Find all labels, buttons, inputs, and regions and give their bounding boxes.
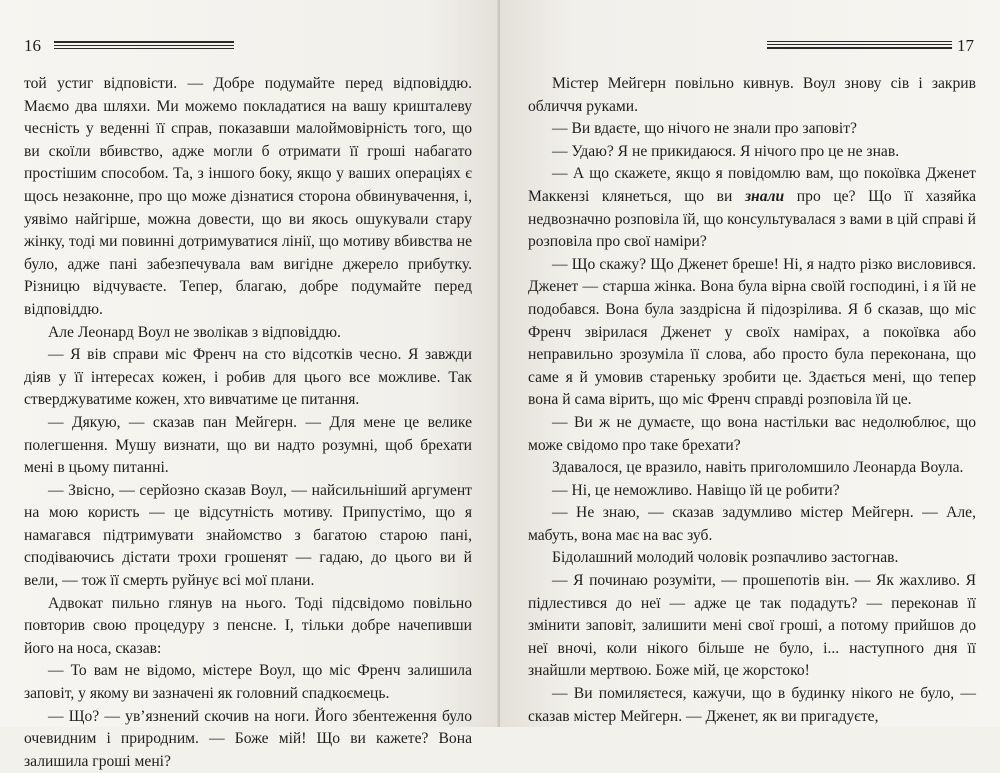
paragraph: — Ви ж не думаєте, що вона настільки вас недолюблює, що може свідомо про таке брехати?: [528, 413, 976, 454]
paragraph: Містер Мейгерн повільно кивнув. Воул знову сів і закрив обличчя руками.: [528, 75, 976, 115]
paragraph-text: — А що скажете, якщо я повідомлю вам, що покоївка Дженет Маккензі клянеться, що ви: [528, 165, 976, 205]
paragraph: [528, 163, 976, 253]
paragraph-text: про це? Що її хазяйка недвозначно розповіла їй, що консультувалася з вами в цій справі й розповіла про свої наміри?: [528, 187, 976, 251]
paragraph: той устиг відповісти. — Добре подумайте перед відповіддю. Маємо два шляхи. Ми можемо покладатися на вашу кришталеву чесність у веденні її справ, показавши малоймовірність того, що ви скоїли вбивство, адже могли б отримати її гроші набагато простішим способом. Та, з іншого боку, якщо у ваших операціях є щось незаконне, про що може дізнатися сторона обвинувачення, і, уявімо найгірше, можна довести, що ви якось ошукували стару жінку, тоді ми повинні дотримуватися лінії, що мотиву вбивства не було, адже пані забезпечувала вам вигідне джерело прибутку. Різницю відчуваєте. Тепер, благаю, добре подумайте перед відповіддю.: [24, 75, 472, 318]
right-header-rule: [767, 41, 952, 51]
right-page-number: 17: [957, 36, 974, 55]
paragraph: Здавалося, це вразило, навіть приголомшило Леонарда Воула.: [552, 459, 964, 477]
paragraph: — То вам не відомо, містере Воул, що міс Френч залишила заповіт, у якому ви зазначені як головний спадкоємець.: [24, 662, 472, 703]
right-page-body: [528, 73, 976, 728]
paragraph: — Ви вдаєте, що нічого не знали про заповіт?: [552, 120, 857, 138]
paragraph: Адвокат пильно глянув на нього. Тоді підсвідомо повільно повторив свою процедуру з пенсне. І, тільки добре начепивши його на носа, сказав:: [24, 594, 472, 657]
left-page-number: 16: [24, 36, 41, 55]
paragraph: — Ви помиляєтеся, кажучи, що в будинку нікого не було, — сказав містер Мейгерн. — Дженет, як ви пригадуєте,: [528, 685, 976, 725]
paragraph: — Ні, це неможливо. Навіщо їй це робити?: [552, 481, 840, 499]
left-page: [0, 0, 500, 770]
paragraph: Бідолашний молодий чоловік розпачливо застогнав.: [552, 549, 899, 567]
paragraph: — Я починаю розуміти, — прошепотів він. — Як жахливо. Я підлестився до неї — адже це так подадуть? — переконав її змінити заповіт, залишити мені свої гроші, а потому прийшов до неї вночі, коли нікого більше не було, і... наступного дня її знайшли мертвою. Боже мій, це жорстоко!: [528, 572, 976, 680]
paragraph: — Дякую, — сказав пан Мейгерн. — Для мене це велике полегшення. Мушу визнати, що ви надто розумні, щоб брехати мені в цьому питанні.: [24, 413, 472, 477]
right-page: [500, 0, 1000, 727]
paragraph: Але Леонард Воул не зволікав з відповіддю.: [48, 323, 341, 341]
left-page-body: [24, 73, 472, 773]
emphasized-word: знали: [744, 187, 785, 205]
left-header-rule: [54, 41, 234, 51]
paragraph: — Удаю? Я не прикидаюся. Я нічого про це не знав.: [552, 142, 900, 160]
paragraph: — Звісно, — серйозно сказав Воул, — найсильніший аргумент на мою користь — це відсутність мотиву. Припустімо, що я намагався підтримувати знайомство з багатою старою пані, сподіваючись дістати трохи грошенят — гадаю, до цього ви й вели, — тож її смерть руйнує всі мої плани.: [24, 481, 472, 590]
paragraph: — Не знаю, — сказав задумливо містер Мейгерн. — Але, мабуть, вона має на вас зуб.: [528, 504, 976, 544]
paragraph: — Що? — ув’язнений скочив на ноги. Його збентеження було очевидним і природним. — Боже мій! Що ви кажете? Вона залишила гроші мені?: [24, 707, 472, 770]
paragraph: — Я вів справи міс Френч на сто відсотків чесно. Я завжди діяв у її інтересах кожен, і робив для цього все можливе. Так стверджуватиме кожен, хто вивчатиме це питання.: [24, 346, 472, 409]
paragraph: — Що скажу? Що Дженет бреше! Ні, я надто різко висловився. Дженет — старша жінка. Вона була вірна своїй господині, і я їй не подобався. Вона була заздрісна й підозрілива. Я б сказав, що міс Френч звірилася Дженет у своїх намірах, а покоївка або неправильно зрозуміла її слова, або просто була переконана, що саме я й умовив стареньку зробити це. Здається мені, що тепер вона й сама вірить, що міс Френч справді розповіла їй це.: [528, 255, 976, 409]
